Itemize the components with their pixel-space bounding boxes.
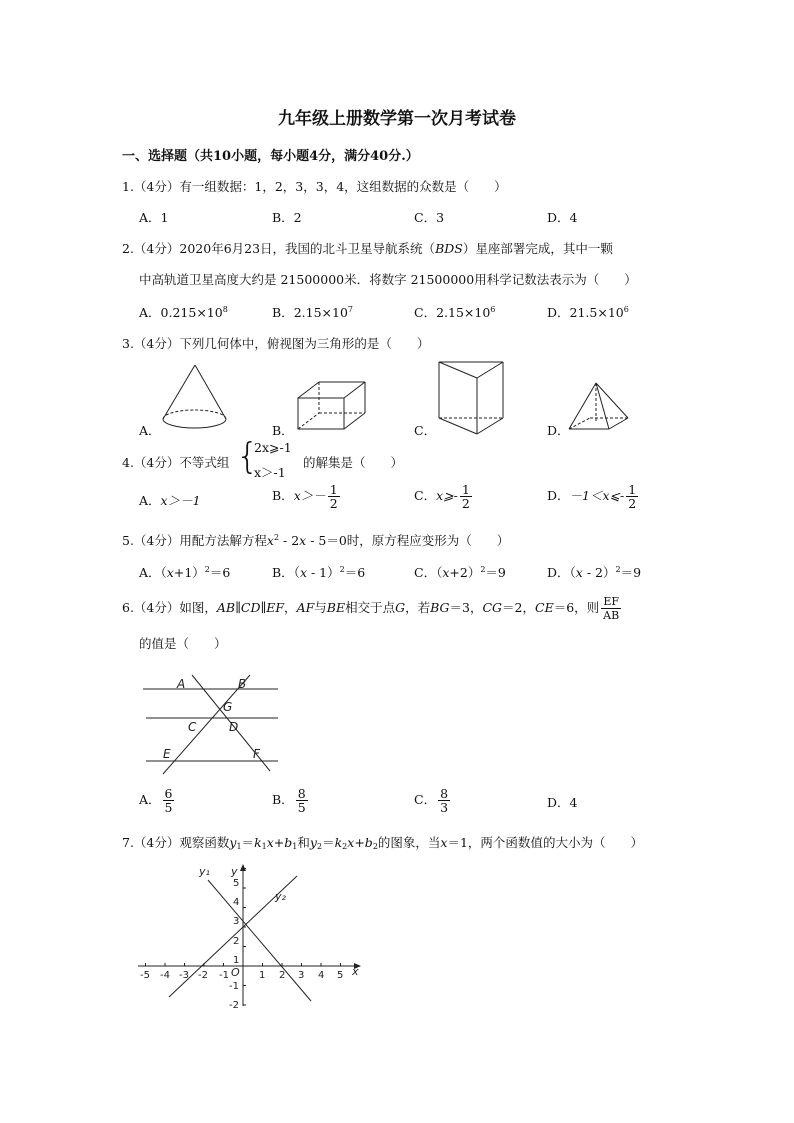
q4-option-d: D．－1＜x⩽- $\frac{1}{2}$ [547, 482, 637, 511]
x-tick-label: -1 [219, 970, 229, 981]
x-tick-label: 4 [318, 970, 325, 981]
label-point-e: E [163, 747, 171, 761]
q6-option-a: A． $\frac{6}{5}$ [139, 786, 173, 815]
y-tick-label: 1 [233, 955, 240, 966]
q6-option-d: D．4 [547, 795, 578, 810]
label-point-g: G [223, 700, 233, 714]
section-heading-choice: 一、选择题（共10小题，每小题4分，满分40分.） [122, 149, 419, 164]
triangular-prism-figure [437, 360, 507, 436]
q2-stem-line2: 中高轨道卫星高度大约是 21500000米．将数字 21500000用科学记数法表示为（ ） [139, 272, 637, 287]
x-tick-label: -3 [179, 970, 189, 981]
q2-option-b: B．$2.15\times 10^7$ [272, 305, 353, 320]
q2-option-c: C．$2.15\times 10^6$ [414, 305, 496, 320]
q3-stem: 3.（4分）下列几何体中，俯视图为三角形的是（ ） [122, 336, 430, 351]
q4-stem-b: 的解集是（ ） [303, 455, 404, 470]
q6-option-b: B． $\frac{8}{5}$ [272, 786, 306, 815]
y-tick-label: 3 [233, 916, 240, 927]
cone-figure [158, 362, 230, 434]
x-tick-label: 1 [259, 970, 266, 981]
q6-stem-line1: 6.（4分）如图，AB∥CD∥EF，AF与BE相交于点G，若BG＝3，CG＝2，CE＝6，则 $\frac{EF}{AB}$ [122, 595, 620, 622]
q3-option-b: B． [272, 423, 294, 438]
q4-inequality-2: x＞-1 [254, 465, 286, 480]
q3-option-a: A． [139, 423, 161, 438]
x-tick-label: 2 [279, 970, 286, 981]
q6-parallel-lines-figure [138, 670, 283, 775]
y-tick-label: 4 [233, 897, 240, 908]
x-tick-label: 5 [337, 970, 344, 981]
x-tick-label: 3 [298, 970, 305, 981]
q6-stem-line2: 的值是（ ） [139, 636, 227, 651]
x-tick-label: -2 [198, 970, 208, 981]
page-title: 九年级上册数学第一次月考试卷 [278, 109, 516, 129]
label-point-f: F [253, 747, 260, 761]
q5-option-d: D．（x - 2）$^2$＝9 [547, 565, 642, 580]
q7-function-graph [135, 858, 365, 1008]
cuboid-figure [296, 378, 368, 434]
label-point-a: A [177, 677, 186, 691]
y-tick-label: -2 [229, 1000, 239, 1008]
q1-option-d: D．4 [547, 210, 578, 225]
q4-option-b: B．x＞－ $\frac{1}{2}$ [272, 482, 338, 511]
x-tick-label: -4 [160, 970, 170, 981]
y-tick-label: -1 [229, 981, 239, 992]
label-point-b: B [238, 677, 247, 691]
label-point-d: D [229, 720, 239, 734]
q2-option-a: A．$0.215\times 10^8$ [139, 305, 228, 320]
q1-option-a: A．1 [139, 210, 169, 225]
q5-option-a: A．$(x+1)^2=6$ [139, 565, 231, 580]
q3-option-d: D． [547, 423, 570, 438]
pyramid-figure [566, 380, 632, 436]
q1-stem: 1.（4分）有一组数据：1，2，3，3，4，这组数据的众数是（ ） [122, 179, 507, 194]
q1-option-c: C．3 [414, 210, 445, 225]
q4-option-c: C．x⩾- $\frac{1}{2}$ [414, 482, 470, 511]
label-x: x [352, 965, 359, 978]
q4-stem-a: 4.（4分）不等式组 [122, 455, 230, 470]
q2-option-d: D．$21.5\times 10^6$ [547, 305, 629, 320]
q4-option-a: A．x＞－1 [139, 493, 201, 508]
y-tick-label: 2 [233, 936, 240, 947]
q4-inequality-1: 2x⩾-1 [254, 440, 292, 455]
q3-option-c: C． [414, 423, 437, 438]
line-y1 [208, 880, 311, 1001]
q4-brace: { [236, 436, 259, 477]
q5-option-c: C．$(x+2)^2=9$ [414, 565, 506, 580]
q2-stem-line1: 2.（4分）2020年6月23日，我国的北斗卫星导航系统（BDS）星座部署完成，其中一颗 [122, 241, 613, 256]
label-y: y [231, 865, 238, 878]
q7-stem: 7.（4分）观察函数$y_1=k_1x+b_1$和$y_2=k_2x+b_2$的图象，当x＝1，两个函数值的大小为（ ） [122, 835, 643, 851]
label-point-c: C [188, 720, 197, 734]
q1-option-b: B．2 [272, 210, 302, 225]
label-y2: y₂ [275, 890, 286, 903]
q6-option-c: C． $\frac{8}{3}$ [414, 786, 449, 815]
y-tick-label: 5 [233, 878, 240, 889]
x-tick-label: -5 [140, 970, 150, 981]
label-y1: y₁ [199, 865, 210, 878]
q5-stem: 5.（4分）用配方法解方程$x^2 - 2x - 5=0$时，原方程应变形为（ ） [122, 533, 510, 548]
label-origin: O [231, 966, 240, 979]
q5-option-b: B．（x - 1）$^2$＝6 [272, 565, 366, 580]
